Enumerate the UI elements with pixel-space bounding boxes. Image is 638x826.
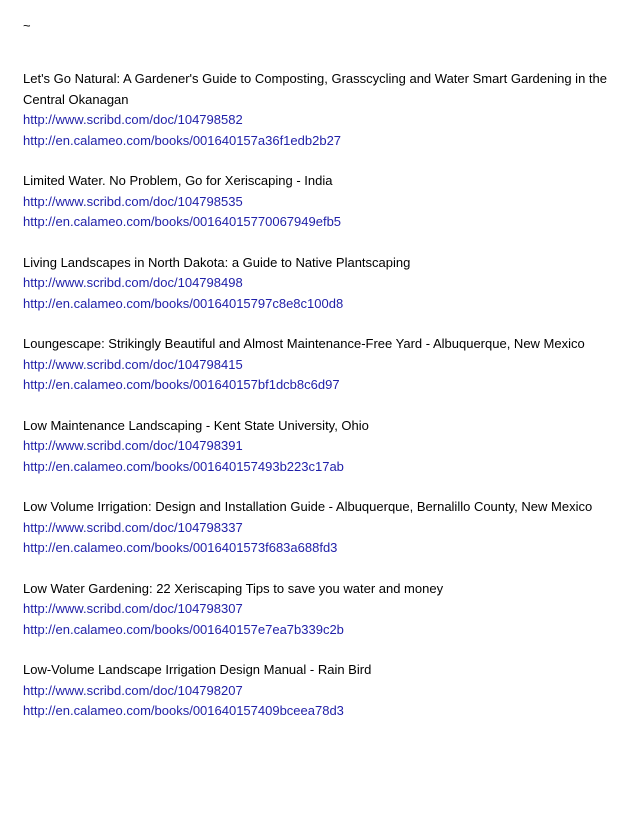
scribd-link[interactable]: http://www.scribd.com/doc/104798391 (23, 438, 243, 453)
entry (23, 334, 623, 396)
entry-title: Low-Volume Landscape Irrigation Design Manual - Rain Bird (23, 662, 372, 677)
scribd-link[interactable]: http://www.scribd.com/doc/104798582 (23, 112, 243, 127)
tilde-mark: ~ (23, 18, 31, 33)
scribd-link[interactable]: http://www.scribd.com/doc/104798307 (23, 601, 243, 616)
entry (23, 69, 623, 151)
document-page (23, 16, 623, 742)
calameo-link[interactable]: http://en.calameo.com/books/001640157493b223c17ab (23, 458, 344, 474)
calameo-link[interactable]: http://en.calameo.com/books/00164015770067949efb5 (23, 214, 342, 229)
entry (23, 253, 623, 315)
scribd-link[interactable]: http://www.scribd.com/doc/104798337 (23, 519, 243, 535)
calameo-link[interactable]: http://en.calameo.com/books/001640157e7ea7b339c2b (23, 621, 344, 637)
entry (23, 579, 623, 641)
scribd-link[interactable]: http://www.scribd.com/doc/104798498 (23, 275, 243, 290)
entry-title: Low Water Gardening: 22 Xeriscaping Tips to save you water and money (23, 580, 444, 596)
calameo-link[interactable]: http://en.calameo.com/books/001640157bf1dcb8c6d97 (23, 377, 340, 392)
calameo-link[interactable]: http://en.calameo.com/books/0016401573f683a688fd3 (23, 540, 338, 555)
entry-title: Living Landscapes in North Dakota: a Guide to Native Plantscaping (23, 254, 411, 270)
entry-title: Limited Water. No Problem, Go for Xeriscaping - India (23, 173, 333, 188)
calameo-link[interactable]: http://en.calameo.com/books/001640157a36f1edb2b27 (23, 132, 342, 148)
entry (23, 660, 623, 722)
entry (23, 171, 623, 233)
calameo-link[interactable]: http://en.calameo.com/books/001640157409bceea78d3 (23, 703, 344, 718)
entry-title: Loungescape: Strikingly Beautiful and Almost Maintenance-Free Yard - Albuquerque, New Mexico (23, 336, 585, 351)
calameo-link[interactable]: http://en.calameo.com/books/00164015797c8e8c100d8 (23, 295, 344, 311)
entry (23, 497, 623, 559)
scribd-link[interactable]: http://www.scribd.com/doc/104798415 (23, 356, 243, 372)
entry (23, 416, 623, 478)
entry-title: Let's Go Natural: A Gardener's Guide to Composting, Grasscycling and Water Smart Gardening in the Central Okanagan (23, 71, 607, 107)
scribd-link[interactable]: http://www.scribd.com/doc/104798535 (23, 193, 243, 209)
entry-title: Low Volume Irrigation: Design and Installation Guide - Albuquerque, Bernalillo County, New Mexico (23, 499, 593, 514)
entry-title: Low Maintenance Landscaping - Kent State University, Ohio (23, 417, 369, 433)
scribd-link[interactable]: http://www.scribd.com/doc/104798207 (23, 682, 243, 698)
